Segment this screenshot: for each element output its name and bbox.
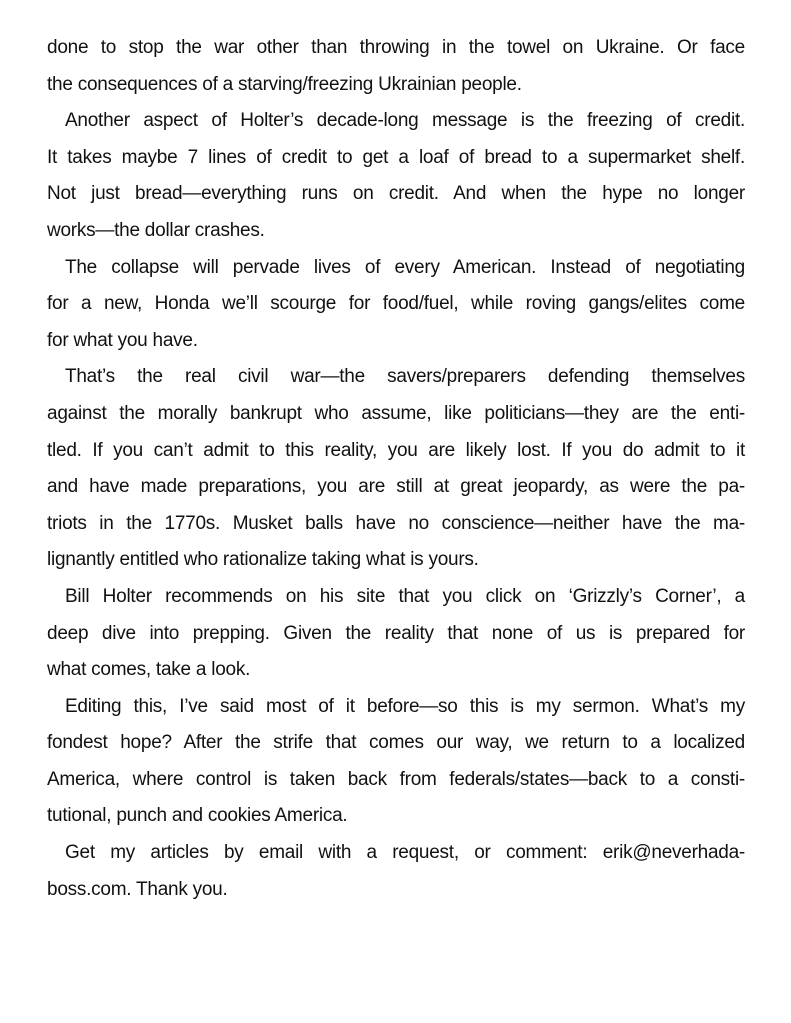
- text-line: Get my articles by email with a request, or comment: erik@neverhada-: [65, 842, 745, 864]
- document-page: [47, 30, 745, 908]
- text-line: what comes, take a look.: [47, 659, 251, 681]
- text-line: Not just bread—everything runs on credit. And when the hype no longer: [47, 183, 745, 205]
- text-line: Another aspect of Holter’s decade-long message is the freezing of credit.: [65, 110, 745, 132]
- paragraph-credit-freeze: [47, 103, 745, 249]
- text-line: Editing this, I’ve said most of it before—so this is my sermon. What’s my: [65, 695, 745, 717]
- paragraph-civil-war: [47, 359, 745, 579]
- text-line: for what you have.: [47, 329, 198, 351]
- paragraph-war-consequences: [47, 30, 745, 103]
- text-line: That’s the real civil war—the savers/preparers defending themselves: [65, 366, 745, 388]
- text-line: and have made preparations, you are still at great jeopardy, as were the pa-: [47, 476, 745, 498]
- text-line: triots in the 1770s. Musket balls have no conscience—neither have the ma-: [47, 512, 745, 534]
- paragraph-grizzlys-corner: [47, 579, 745, 689]
- text-line: It takes maybe 7 lines of credit to get a loaf of bread to a supermarket shelf.: [47, 146, 745, 168]
- paragraph-contact: [47, 835, 745, 908]
- text-line: done to stop the war other than throwing in the towel on Ukraine. Or face: [47, 37, 745, 58]
- text-line: lignantly entitled who rationalize taking what is yours.: [47, 549, 479, 571]
- text-line: boss.com. Thank you.: [47, 878, 228, 900]
- text-line: deep dive into prepping. Given the reality that none of us is prepared for: [47, 622, 745, 644]
- text-line: tutional, punch and cookies America.: [47, 805, 348, 827]
- text-line: against the morally bankrupt who assume, like politicians—they are the enti-: [47, 402, 745, 424]
- paragraph-collapse: [47, 250, 745, 360]
- text-line: America, where control is taken back from federals/states—back to a consti-: [47, 768, 745, 790]
- text-line: The collapse will pervade lives of every American. Instead of negotiating: [65, 256, 745, 278]
- text-line: fondest hope? After the strife that comes our way, we return to a localized: [47, 732, 745, 754]
- text-line: the consequences of a starving/freezing Ukrainian people.: [47, 73, 522, 95]
- text-line: tled. If you can’t admit to this reality, you are likely lost. If you do admit to it: [47, 439, 745, 461]
- paragraph-sermon: [47, 689, 745, 835]
- text-line: works—the dollar crashes.: [47, 219, 265, 241]
- text-line: for a new, Honda we’ll scourge for food/fuel, while roving gangs/elites come: [47, 293, 745, 315]
- text-line: Bill Holter recommends on his site that you click on ‘Grizzly’s Corner’, a: [65, 585, 745, 607]
